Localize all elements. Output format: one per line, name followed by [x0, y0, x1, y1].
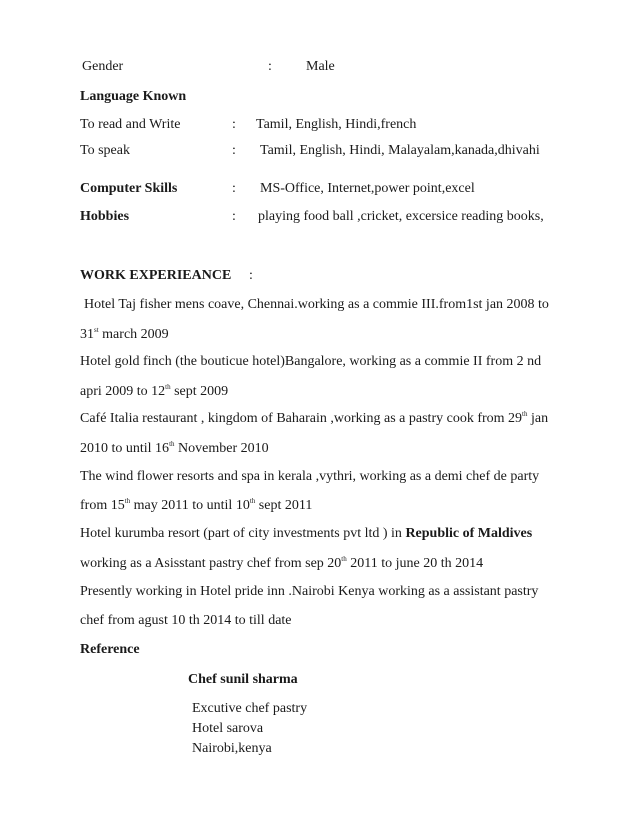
- experience-6-line-2: chef from agust 10 th 2014 to till date: [80, 613, 292, 628]
- experience-5-line-2: working as a Asisstant pastry chef from sep 20th 2011 to june 20 th 2014: [80, 555, 484, 571]
- read-write-value: Tamil, English, Hindi,french: [256, 117, 417, 132]
- gender-value: Male: [306, 59, 335, 74]
- experience-3-line-1: Café Italia restaurant , kingdom of Baharain ,working as a pastry cook from 29th jan: [80, 410, 549, 426]
- hobbies-value: playing food ball ,cricket, excersice reading books,: [258, 209, 544, 224]
- work-experience-heading: WORK EXPERIEANCE: [80, 268, 232, 283]
- computer-skills-colon: :: [232, 181, 236, 196]
- speak-colon: :: [232, 143, 236, 158]
- computer-skills-value: MS-Office, Internet,power point,excel: [260, 181, 475, 196]
- gender-label: Gender: [82, 59, 124, 74]
- experience-2-line-1: Hotel gold finch (the bouticue hotel)Bangalore, working as a commie II from 2 nd: [80, 354, 542, 369]
- speak-value: Tamil, English, Hindi, Malayalam,kanada,dhivahi: [260, 143, 540, 158]
- computer-skills-label: Computer Skills: [80, 181, 178, 196]
- experience-4-line-1: The wind flower resorts and spa in kerala ,vythri, working as a demi chef de party: [80, 469, 540, 484]
- reference-company: Hotel sarova: [192, 721, 264, 736]
- language-known-heading: Language Known: [80, 89, 187, 104]
- reference-title: Excutive chef pastry: [192, 701, 308, 716]
- experience-4-line-2: from 15th may 2011 to until 10th sept 2011: [80, 497, 313, 513]
- experience-1-line-1: Hotel Taj fisher mens coave, Chennai.working as a commie III.from1st jan 2008 to: [84, 297, 549, 312]
- experience-5-line-1: Hotel kurumba resort (part of city investments pvt ltd ) in Republic of Maldives: [80, 526, 533, 541]
- read-write-colon: :: [232, 117, 236, 132]
- experience-1-line-2: 31st march 2009: [80, 326, 169, 342]
- speak-label: To speak: [80, 143, 130, 158]
- hobbies-label: Hobbies: [80, 209, 130, 224]
- gender-colon: :: [268, 59, 272, 74]
- hobbies-colon: :: [232, 209, 236, 224]
- work-experience-colon: :: [249, 268, 253, 283]
- experience-2-line-2: apri 2009 to 12th sept 2009: [80, 383, 229, 399]
- experience-3-line-2: 2010 to until 16th November 2010: [80, 440, 269, 456]
- reference-name: Chef sunil sharma: [188, 672, 298, 687]
- reference-heading: Reference: [80, 642, 140, 657]
- read-write-label: To read and Write: [80, 117, 181, 132]
- reference-location: Nairobi,kenya: [192, 741, 272, 756]
- experience-6-line-1: Presently working in Hotel pride inn .Nairobi Kenya working as a assistant pastry: [80, 584, 539, 599]
